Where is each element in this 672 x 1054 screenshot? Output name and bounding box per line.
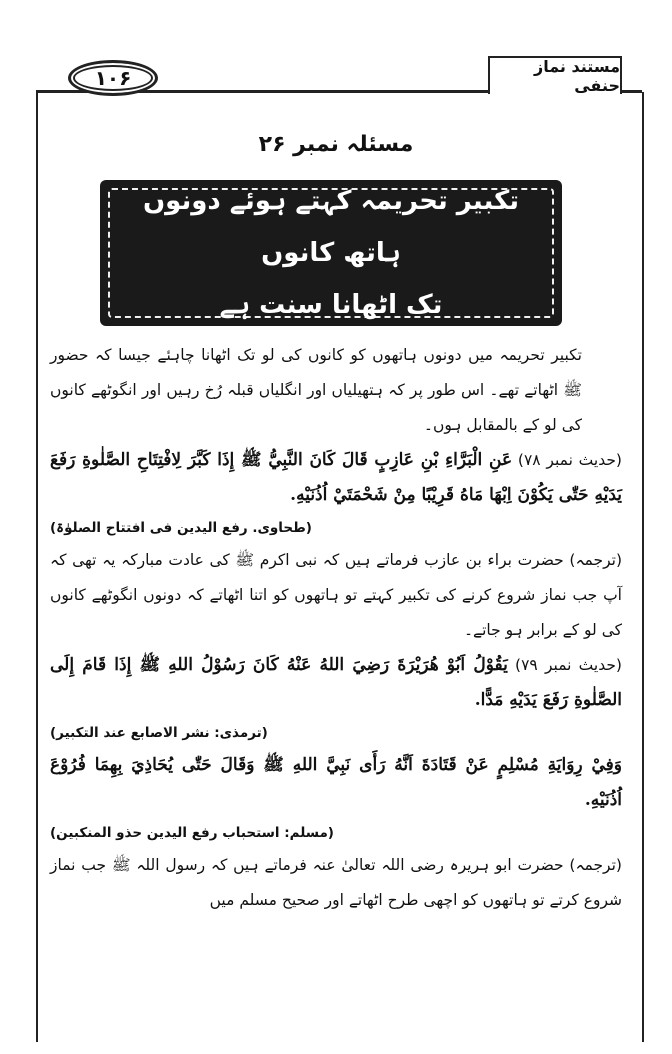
hadith-78 xyxy=(50,443,622,513)
masala-heading: مسئلہ نمبر ۲۶ xyxy=(258,132,414,157)
body-text xyxy=(50,338,622,918)
translation-79-label: (ترجمہ) xyxy=(569,856,622,874)
hadith-78-arabic: عَنِ الْبَرَّاءِ بْنِ عَازِبٍ قَالَ كَانَ النَّبِيُّ ﷺ إِذَا كَبَّرَ لِافْتِتَاحِ الصَّلٰوةِ رَفَعَ يَدَيْهِ حَتّٰى يَكُوْنَ اِبْهَا مَاهُ قَرِيْبًا مِنْ شَحْمَتَيْ اُذُنَيْهِ. xyxy=(50,450,622,505)
translation-78 xyxy=(50,543,622,648)
banner-line-2: تک اٹھانا سنت ہے xyxy=(219,290,443,320)
intro-paragraph: تکبیر تحریمہ میں دونوں ہاتھوں کو کانوں کی لو تک اٹھانا چاہئے جیسا کہ حضور ﷺ اٹھاتے تھے۔ اس طور پر کہ ہتھیلیاں اور انگلیاں قبلہ رُخ رہیں اور انگوٹھے کانوں کی لو کے بالمقابل ہوں۔ xyxy=(50,346,582,434)
translation-78-text: حضرت براء بن عازب فرماتے ہیں کہ نبی اکرم ﷺ کی عادت مبارکہ یہ تھی کہ آپ جب نماز شروع کرنے کی تکبیر کہتے تو ہاتھوں کو اتنا اٹھاتے کہ دونوں انگوٹھے کانوں کی لو کے برابر ہو جاتے۔ xyxy=(50,551,622,639)
book-title: مستند نماز حنفی xyxy=(488,56,622,94)
translation-78-label: (ترجمہ) xyxy=(569,551,622,569)
muslim-narration-arabic: وَفِيْ رِوَايَةِ مُسْلِمٍ عَنْ قَتَادَةَ اَنَّهُ رَأَى نَبِيَّ اللهِ ﷺ وَقَالَ حَتّٰى يُحَاذِيَ بِهِمَا فُرُوْعَ اُذُنَيْهِ. xyxy=(50,755,622,810)
hadith-79-label: (حدیث نمبر ۷۹) xyxy=(515,656,622,674)
banner-line-1: تکبیر تحریمہ کہتے ہوئے دونوں ہاتھ کانوں xyxy=(142,186,520,268)
hadith-78-reference: (طحاوی. رفع الیدین فی افتتاح الصلوٰۃ) xyxy=(50,520,312,536)
hadith-78-label: (حدیث نمبر ۷۸) xyxy=(517,451,622,469)
translation-79 xyxy=(50,848,622,918)
hadith-79-reference: (ترمذی: نشر الاصابع عند التکبیر) xyxy=(50,725,268,741)
title-banner xyxy=(100,180,562,326)
hadith-79 xyxy=(50,648,622,718)
page-number: ۱۰۶ xyxy=(68,60,158,96)
muslim-reference: (مسلم: استحباب رفع الیدین حذو المنکبین) xyxy=(50,825,334,841)
translation-79-text: حضرت ابو ہریرہ رضی اللہ تعالیٰ عنہ فرماتے ہیں کہ رسول اللہ ﷺ جب نماز شروع کرتے تو ہاتھوں کو اچھی طرح اٹھاتے اور صحیح مسلم میں xyxy=(50,856,622,909)
hadith-79-arabic: يَقُوْلُ اَبُوْ هُرَيْرَةَ رَضِيَ اللهُ عَنْهُ كَانَ رَسُوْلُ اللهِ ﷺ إِذَا قَامَ إِلَى الصَّلٰوةِ رَفَعَ يَدَيْهِ مَدًّا. xyxy=(50,655,622,710)
muslim-narration xyxy=(50,748,622,818)
title-banner-inner xyxy=(108,188,554,318)
